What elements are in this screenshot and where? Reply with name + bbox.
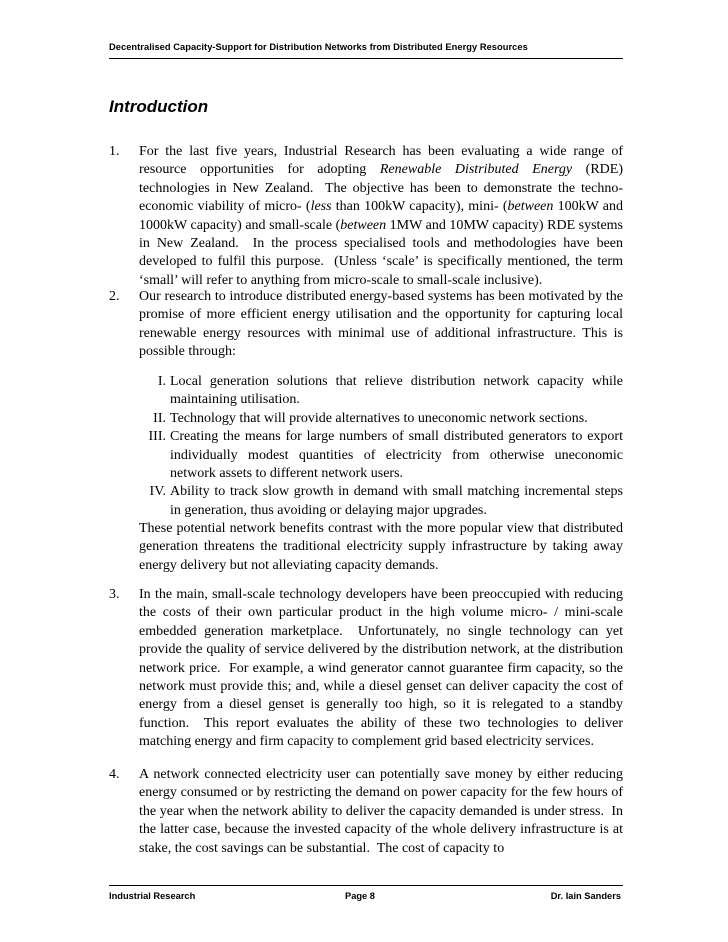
- paragraph-text: For the last five years, Industrial Research has been evaluating a wide range of resource opportunities for adopting Renewable Distributed Energy (RDE) technologies in New Zealand. The objective has been to demonstrate the techno-economic viability of micro- (less than 100kW capacity), mini- (between 100kW and 1000kW capacity) and small-scale (between 1MW and 10MW capacity) RDE systems in New Zealand. In the process specialised tools and methodologies have been developed to fulfil this purpose. (Unless ‘scale’ is specifically mentioned, the term ‘small’ will refer to anything from micro-scale to small-scale inclusive).: [139, 144, 623, 288]
- list-numeral: IV.: [149, 484, 166, 500]
- list-item: [139, 483, 623, 520]
- list-numeral: II.: [153, 410, 166, 426]
- footer-page-number: Page 8: [345, 891, 375, 901]
- header-rule: [109, 58, 623, 59]
- paragraph-number: 2.: [109, 289, 120, 304]
- footer-author: Dr. Iain Sanders: [550, 891, 621, 901]
- list-numeral: I.: [157, 374, 166, 389]
- list-item: [139, 428, 623, 483]
- list-item-text: Ability to track slow growth in demand with small matching incremental steps in generation, thus avoiding or delaying major upgrades.: [170, 484, 623, 518]
- paragraph-text: In the main, small-scale technology developers have been preoccupied with reducing the costs of their own particular product in the high volume micro- / mini-scale embedded generation marketplace. Unfortunately, no single technology can yet provide the quality of service delivered by the distribution network, at the distribution network price. For example, a wind generator cannot guarantee firm capacity, so the network must provide this; and, while a diesel genset can deliver capacity the cost of energy from a diesel genset is generally too high, so it is relegated to a standby function. This report evaluates the ability of these two technologies to deliver matching energy and firm capacity to complement grid based electricity services.: [139, 587, 623, 750]
- paragraph-number: 3.: [109, 587, 120, 602]
- list-item-text: Technology that will provide alternatives to uneconomic network sections.: [170, 410, 588, 426]
- roman-numeral-list: [139, 373, 623, 520]
- footer-rule: [109, 885, 623, 886]
- list-numeral: III.: [148, 429, 166, 445]
- paragraph-text: A network connected electricity user can potentially save money by either reducing energy consumed or by restricting the demand on power capacity for the few hours of the year when the network ability to deliver the capacity demanded is under stress. In the latter case, because the invested capacity of the whole delivery infrastructure is at stake, the cost savings can be substantial. The cost of capacity to: [139, 767, 623, 856]
- paragraph-text: These potential network benefits contrast with the more popular view that distributed generation threatens the traditional electricity supply infrastructure by taking away energy delivery but not alleviating capacity demands.: [139, 521, 623, 573]
- paragraph-number: 1.: [109, 144, 120, 159]
- list-item-text: Local generation solutions that relieve distribution network capacity while maintaining utilisation.: [170, 374, 623, 408]
- running-header: Decentralised Capacity-Support for Distribution Networks from Distributed Energy Resources: [109, 42, 528, 52]
- paragraph-text: Our research to introduce distributed energy-based systems has been motivated by the promise of more efficient energy utilisation and the opportunity for capturing local renewable energy resources with minimal use of additional infrastructure. This is possible through:: [139, 289, 623, 360]
- list-item: [139, 373, 623, 410]
- list-item-text: Creating the means for large numbers of small distributed generators to export individually modest quantities of electricity from otherwise uneconomic network assets to different network users.: [170, 429, 623, 482]
- footer-organization: Industrial Research: [109, 891, 196, 901]
- section-title: Introduction: [109, 97, 209, 116]
- list-item: [139, 410, 623, 428]
- paragraph-number: 4.: [109, 767, 120, 782]
